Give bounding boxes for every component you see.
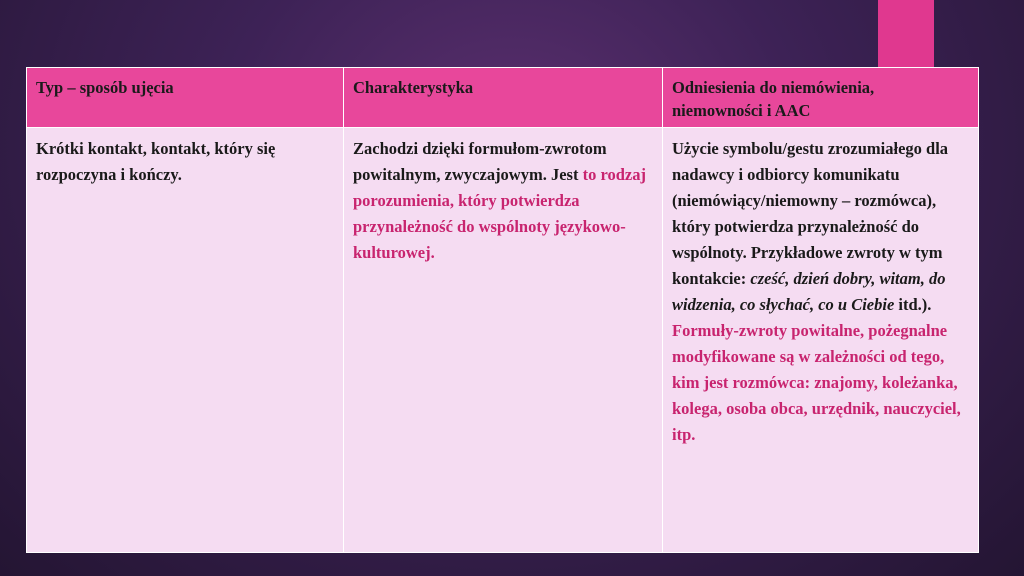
references-text: Użycie symbolu/gestu zrozumiałego dla nadawcy i odbiorcy komunikatu (niemówiący/niemowny – rozmówca), który potwierdza przynależność do wspólnoty. Przykładowe zwroty w tym kontakcie: <box>672 139 949 288</box>
header-characteristics: Charakterystyka <box>344 68 663 128</box>
cell-type: Krótki kontakt, kontakt, który się rozpoczyna i kończy. <box>27 128 344 553</box>
content-table <box>26 67 979 553</box>
references-examples: cześć, dzień dobry, witam, do widzenia, co słychać, co u Ciebie <box>672 269 946 314</box>
table-row <box>27 128 979 553</box>
references-text-end: itd.). <box>894 295 932 314</box>
characteristics-highlight: to rodzaj porozumienia, który potwierdza przynależność do wspólnoty językowo-kulturowej. <box>353 165 646 262</box>
accent-bar <box>878 0 934 70</box>
header-type: Typ – sposób ujęcia <box>27 68 344 128</box>
header-references: Odniesienia do niemówienia, niemowności i AAC <box>663 68 979 128</box>
references-highlight: Formuły-zwroty powitalne, pożegnalne modyfikowane są w zależności od tego, kim jest rozmówca: znajomy, koleżanka, kolega, osoba obca, urzędnik, nauczyciel, itp. <box>672 321 961 444</box>
cell-references <box>663 128 979 553</box>
table-header-row <box>27 68 979 128</box>
cell-characteristics <box>344 128 663 553</box>
characteristics-text: Zachodzi dzięki formułom-zwrotom powitalnym, zwyczajowym. Jest <box>353 139 607 184</box>
